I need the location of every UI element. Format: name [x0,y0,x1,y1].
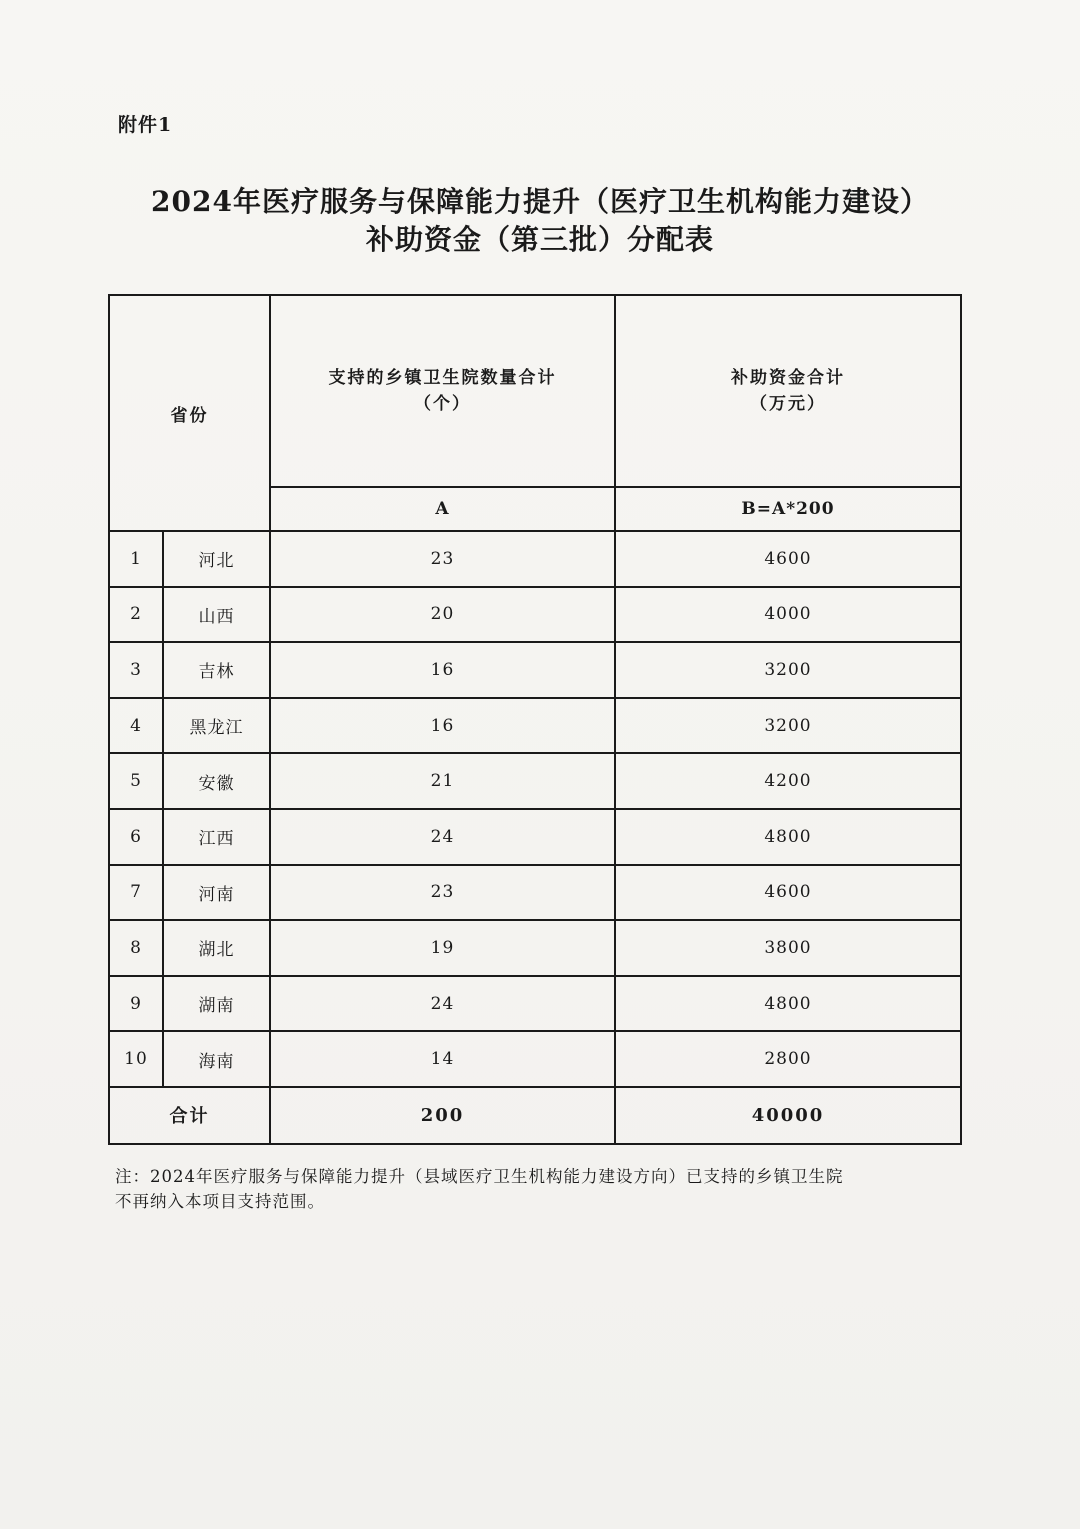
row-index: 3 [109,642,163,698]
total-funds: 40000 [615,1087,961,1144]
row-index: 1 [109,531,163,587]
row-count: 19 [270,920,615,976]
row-funds: 4600 [615,865,961,921]
province-header: 省份 [109,295,270,531]
row-province: 河北 [163,531,270,587]
row-index: 8 [109,920,163,976]
row-province: 海南 [163,1031,270,1087]
table-row [109,753,961,809]
allocation-table [108,294,962,1145]
table-row [109,587,961,643]
table-row [109,1031,961,1087]
table-row [109,531,961,587]
row-funds: 4600 [615,531,961,587]
row-province: 吉林 [163,642,270,698]
row-count: 23 [270,865,615,921]
footnote-line1: 注：2024年医疗服务与保障能力提升（县域医疗卫生机构能力建设方向）已支持的乡镇卫生院 [115,1167,844,1186]
total-row [109,1087,961,1144]
count-header [270,295,615,487]
row-index: 2 [109,587,163,643]
funds-header [615,295,961,487]
row-province: 河南 [163,865,270,921]
funds-formula: B=A*200 [615,487,961,531]
count-header-unit: （个） [414,394,471,414]
row-count: 24 [270,976,615,1032]
row-province: 黑龙江 [163,698,270,754]
row-funds: 3200 [615,698,961,754]
row-count: 24 [270,809,615,865]
count-header-label: 支持的乡镇卫生院数量合计 [328,368,557,388]
total-label: 合计 [109,1087,270,1144]
row-index: 10 [109,1031,163,1087]
row-index: 6 [109,809,163,865]
count-formula: A [270,487,615,531]
row-province: 湖北 [163,920,270,976]
table-row [109,920,961,976]
row-province: 山西 [163,587,270,643]
table-header-row [109,295,961,487]
row-count: 14 [270,1031,615,1087]
row-count: 16 [270,642,615,698]
row-funds: 3200 [615,642,961,698]
row-funds: 4800 [615,976,961,1032]
row-funds: 2800 [615,1031,961,1087]
table-row [109,976,961,1032]
table-row [109,809,961,865]
table-row [109,865,961,921]
table-row [109,698,961,754]
row-funds: 4000 [615,587,961,643]
row-funds: 3800 [615,920,961,976]
attachment-label: 附件1 [118,114,173,136]
footnote [115,1164,975,1214]
funds-header-label: 补助资金合计 [731,368,845,388]
row-province: 湖南 [163,976,270,1032]
document-title-line1: 2024年医疗服务与保障能力提升（医疗卫生机构能力建设） [151,185,929,218]
total-count: 200 [270,1087,615,1144]
footnote-line2: 不再纳入本项目支持范围。 [115,1192,325,1211]
row-count: 20 [270,587,615,643]
row-count: 16 [270,698,615,754]
row-count: 23 [270,531,615,587]
table-row [109,642,961,698]
funds-header-unit: （万元） [750,394,826,414]
row-index: 7 [109,865,163,921]
row-count: 21 [270,753,615,809]
row-index: 5 [109,753,163,809]
row-funds: 4800 [615,809,961,865]
row-province: 安徽 [163,753,270,809]
row-province: 江西 [163,809,270,865]
row-index: 9 [109,976,163,1032]
row-index: 4 [109,698,163,754]
row-funds: 4200 [615,753,961,809]
document-title-line2: 补助资金（第三批）分配表 [365,223,714,256]
